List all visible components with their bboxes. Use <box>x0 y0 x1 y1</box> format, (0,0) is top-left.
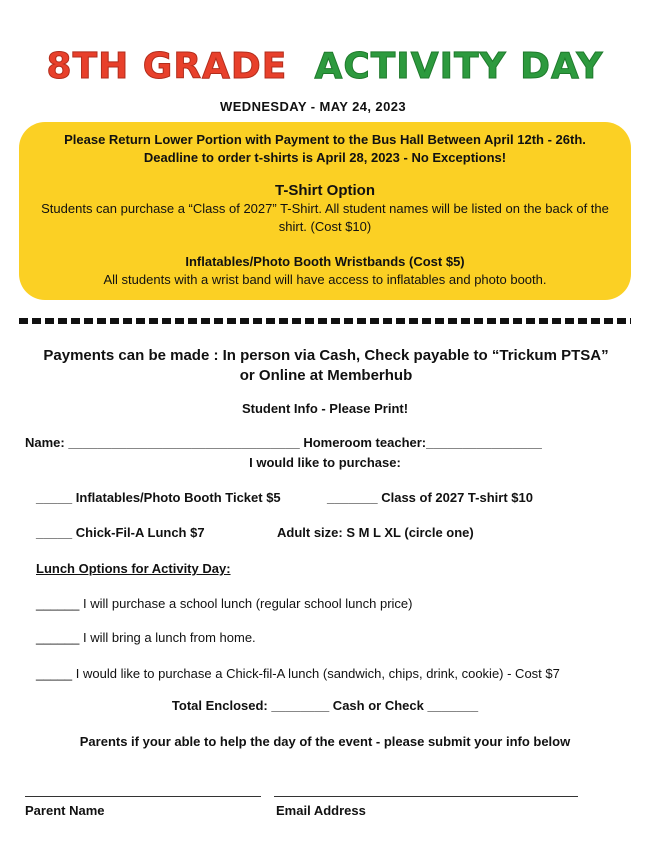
tshirt-deadline: Deadline to order t-shirts is April 28, 2023 - No Exceptions! <box>143 150 507 165</box>
notice-box <box>19 122 631 300</box>
purchase-heading: I would like to purchase: <box>249 455 401 470</box>
lunch-option-home: ______ I will bring a lunch from home. <box>36 630 256 645</box>
parent-name-signature-line <box>25 796 261 797</box>
tshirt-description: Students can purchase a “Class of 2027” T-Shirt. All student names will be listed on the back of the shirt. (Cost $10) <box>41 201 609 234</box>
email-signature-line <box>274 796 578 797</box>
tshirt-heading: T-Shirt Option <box>275 182 375 199</box>
cut-line-divider <box>19 318 631 324</box>
name-homeroom-line: Name: ________________________________ Homeroom teacher:________________ <box>25 435 542 450</box>
payment-methods: Payments can be made : In person via Cash, Check payable to “Trickum PTSA” or Online at Memberhub <box>43 347 609 384</box>
event-date: WEDNESDAY - MAY 24, 2023 <box>220 99 406 114</box>
chickfila-lunch-item: _____ Chick-Fil-A Lunch $7 <box>36 525 205 540</box>
title-grade: 8TH GRADE <box>46 46 288 87</box>
student-info-heading: Student Info - Please Print! <box>241 401 409 416</box>
title-activity-day: ACTIVITY DAY <box>314 46 604 87</box>
inflatables-ticket-item: _____ Inflatables/Photo Booth Ticket $5 <box>36 490 281 505</box>
return-instructions: Please Return Lower Portion with Payment to the Bus Hall Between April 12th - 26th. <box>64 132 586 147</box>
page-title <box>0 46 650 87</box>
total-enclosed-line: Total Enclosed: ________ Cash or Check _______ <box>171 698 479 713</box>
email-address-label: Email Address <box>276 803 366 818</box>
parent-name-label: Parent Name <box>25 803 105 818</box>
tshirt-item: _______ Class of 2027 T-shirt $10 <box>327 490 533 505</box>
wristband-description: All students with a wrist band will have access to inflatables and photo booth. <box>103 272 547 287</box>
adult-size-options: Adult size: S M L XL (circle one) <box>277 525 474 540</box>
parents-volunteer-note: Parents if your able to help the day of the event - please submit your info below <box>79 734 571 749</box>
lunch-option-school: ______ I will purchase a school lunch (regular school lunch price) <box>36 596 413 611</box>
wristband-heading: Inflatables/Photo Booth Wristbands (Cost $5) <box>185 254 465 269</box>
lunch-options-heading: Lunch Options for Activity Day: <box>36 561 231 576</box>
lunch-option-chickfila: _____ I would like to purchase a Chick-fil-A lunch (sandwich, chips, drink, cookie) - Cost $7 <box>36 666 560 681</box>
